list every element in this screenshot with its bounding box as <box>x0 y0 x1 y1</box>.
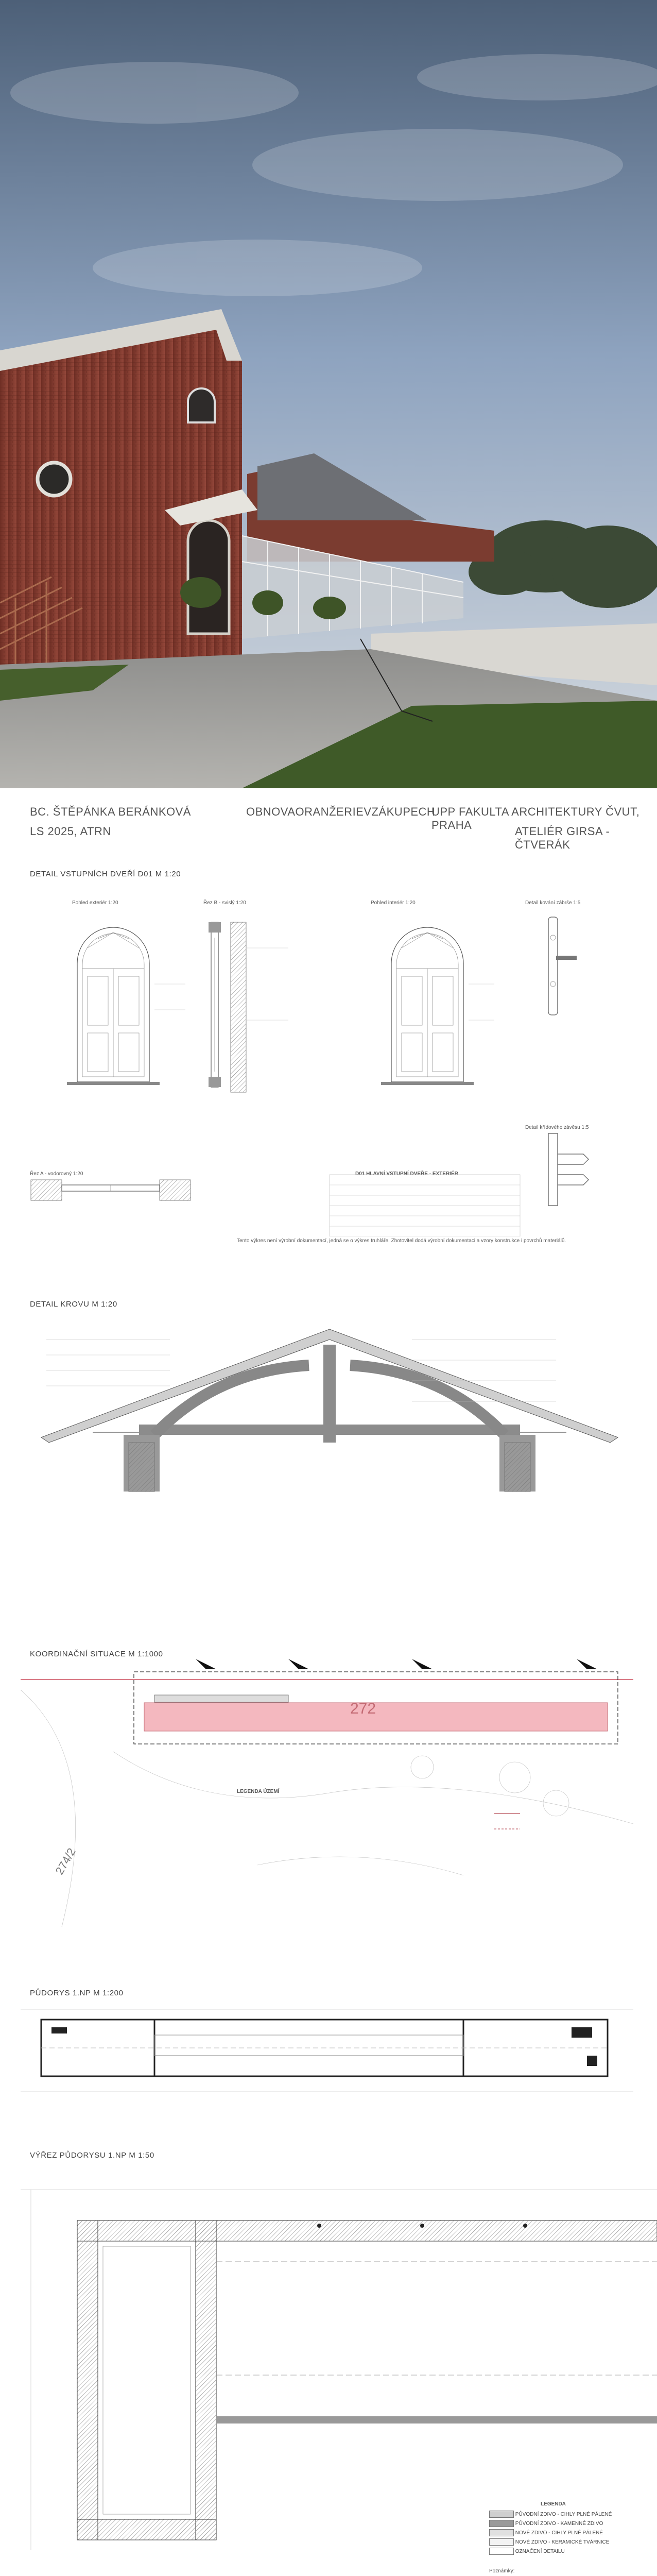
door-spec-table <box>330 1175 520 1236</box>
door-elevation-interior <box>381 927 474 1085</box>
school: UPP FAKULTA ARCHITEKTURY ČVUT, PRAHA <box>431 805 640 832</box>
legend-item: PŮVODNÍ ZDIVO - KAMENNÉ ZDIVO <box>489 2519 612 2529</box>
door-footnote: Tento výkres není výrobní dokumentací, jedná se o výkres truhláře. Zhotovitel dodá výrobní dokumentaci a vzory konstrukce i povrchů materiálů. <box>237 1238 566 1244</box>
parcel-number-side: 274/2 <box>53 1845 78 1877</box>
door-drawings <box>0 907 657 1236</box>
section-title-plan-detail: VÝŘEZ PŮDORYSU 1.NP M 1:50 <box>30 2151 154 2160</box>
truss-drawing <box>0 1309 657 1525</box>
section-title-plan: PŮDORYS 1.NP M 1:200 <box>30 1989 124 1997</box>
door-hardware-detail <box>548 917 577 1015</box>
door-hinge-detail <box>548 1133 589 1206</box>
legend-item: NOVÉ ZDIVO - CIHLY PLNÉ PÁLENÉ <box>489 2529 612 2538</box>
view-label-section-b: Řez B - svislý 1:20 <box>203 900 246 906</box>
plan-notes-title: Poznámky: <box>489 2568 515 2574</box>
view-label-hardware: Detail kování zábrše 1:5 <box>525 900 581 906</box>
section-title-truss: DETAIL KROVU M 1:20 <box>30 1300 117 1309</box>
author: BC. ŠTĚPÁNKA BERÁNKOVÁ <box>30 805 191 818</box>
plan-legend <box>489 2510 612 2556</box>
floor-plan-50 <box>0 2159 657 2561</box>
parcel-number-main: 272 <box>350 1700 376 1717</box>
view-label-exterior: Pohled exteriér 1:20 <box>72 900 118 906</box>
door-section-horizontal <box>31 1180 191 1200</box>
studio: ATELIÉR GIRSA - ČTVERÁK <box>515 825 610 851</box>
floor-plan-200 <box>0 1999 657 2102</box>
project-title: OBNOVAORANŽERIEVZÁKUPECH <box>246 805 436 818</box>
truss-members <box>124 1345 535 1492</box>
section-title-site: KOORDINAČNÍ SITUACE M 1:1000 <box>30 1650 163 1658</box>
legend-item: OZNAČENÍ DETAILU <box>489 2547 612 2556</box>
door-section-vertical <box>209 922 246 1092</box>
site-legend-title: LEGENDA ÚZEMÍ <box>237 1789 280 1794</box>
legend-item: NOVÉ ZDIVO - KERAMICKÉ TVÁRNICE <box>489 2538 612 2547</box>
hero-render <box>0 0 657 788</box>
semester: LS 2025, ATRN <box>30 825 111 838</box>
door-table-title: D01 HLAVNÍ VSTUPNÍ DVEŘE - EXTERIÉR <box>355 1171 458 1177</box>
view-label-interior: Pohled interiér 1:20 <box>371 900 416 906</box>
site-plan <box>0 1659 657 1937</box>
legend-item: PŮVODNÍ ZDIVO - CIHLY PLNÉ PÁLENÉ <box>489 2510 612 2519</box>
view-label-section-a: Řez A - vodorovný 1:20 <box>30 1171 83 1177</box>
door-elevation-exterior <box>67 927 160 1085</box>
walls <box>77 2221 657 2540</box>
section-title-door: DETAIL VSTUPNÍCH DVEŘÍ D01 M 1:20 <box>30 870 181 878</box>
view-label-hinge: Detail křídového závěsu 1:5 <box>525 1125 589 1130</box>
main-building <box>0 309 257 670</box>
plan-legend-title: LEGENDA <box>541 2501 566 2507</box>
